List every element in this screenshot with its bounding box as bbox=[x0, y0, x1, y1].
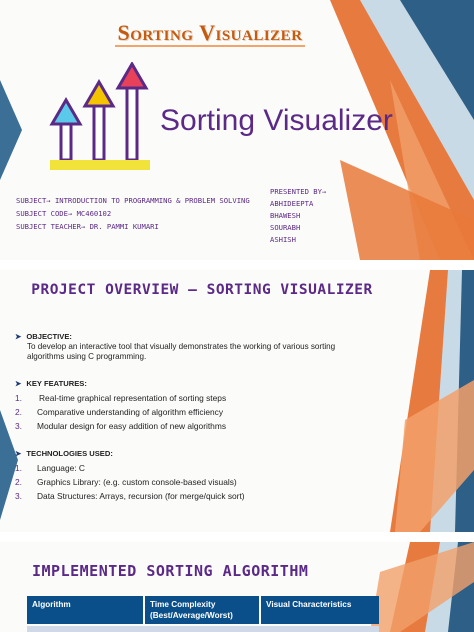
feature-item: 3. Modular design for easy addition of new algorithms bbox=[15, 421, 227, 431]
table-header-cell: Visual Characteristics bbox=[261, 596, 379, 624]
presenter-name: SOURABH bbox=[270, 223, 301, 232]
technology-item: 2. Graphics Library: (e.g. custom console-based visuals) bbox=[15, 477, 237, 487]
arrow-bullet-icon: ➤ bbox=[15, 449, 22, 458]
objective-heading: ➤ OBJECTIVE: bbox=[15, 332, 72, 341]
table-row bbox=[27, 626, 379, 632]
slide-gap bbox=[0, 532, 474, 542]
algorithms-slide bbox=[0, 542, 474, 632]
slide-title: PROJECT OVERVIEW – SORTING VISUALIZER bbox=[31, 282, 373, 298]
slide-title: Sorting Visualizer bbox=[117, 20, 303, 45]
subject-line: SUBJECT→ INTRODUCTION TO PROGRAMMING & PROBLEM SOLVING bbox=[16, 196, 250, 205]
presenter-name: BHAWESH bbox=[270, 211, 301, 220]
table-header-cell: Algorithm bbox=[27, 596, 143, 624]
subject-code-line: SUBJECT CODE→ MC460102 bbox=[16, 209, 112, 218]
slide-gap bbox=[0, 260, 474, 270]
feature-item: 1. Real-time graphical representation of sorting steps bbox=[15, 393, 227, 403]
arrow-bullet-icon: ➤ bbox=[15, 379, 22, 388]
bar-arrows-logo bbox=[46, 62, 156, 172]
logo-text: Sorting Visualizer bbox=[160, 104, 393, 137]
table-header-cell: Time Complexity (Best/Average/Worst) bbox=[145, 596, 259, 624]
presenter-name: ASHISH bbox=[270, 235, 296, 244]
presented-by-label: PRESENTED BY→ bbox=[270, 187, 327, 196]
subject-teacher-line: SUBJECT TEACHER→ DR. PAMMI KUMARI bbox=[16, 222, 159, 231]
overview-slide bbox=[0, 270, 474, 532]
subject-info bbox=[16, 194, 250, 233]
objective-text: To develop an interactive tool that visually demonstrates the working of various sorting algorithms using C programming. bbox=[27, 342, 336, 361]
title-slide bbox=[0, 0, 474, 260]
arrow-bullet-icon: ➤ bbox=[15, 332, 22, 341]
technology-item: 1. Language: C bbox=[15, 463, 85, 473]
presenters-block bbox=[270, 186, 326, 246]
feature-item: 2. Comparative understanding of algorithm efficiency bbox=[15, 407, 224, 417]
slide-title: IMPLEMENTED SORTING ALGORITHM bbox=[32, 562, 309, 580]
technology-item: 3. Data Structures: Arrays, recursion (for merge/quick sort) bbox=[15, 491, 245, 501]
features-heading: ➤ KEY FEATURES: bbox=[15, 379, 87, 388]
presenter-name: ABHIDEEPTA bbox=[270, 199, 314, 208]
technologies-heading: ➤ TECHNOLOGIES USED: bbox=[15, 449, 113, 458]
